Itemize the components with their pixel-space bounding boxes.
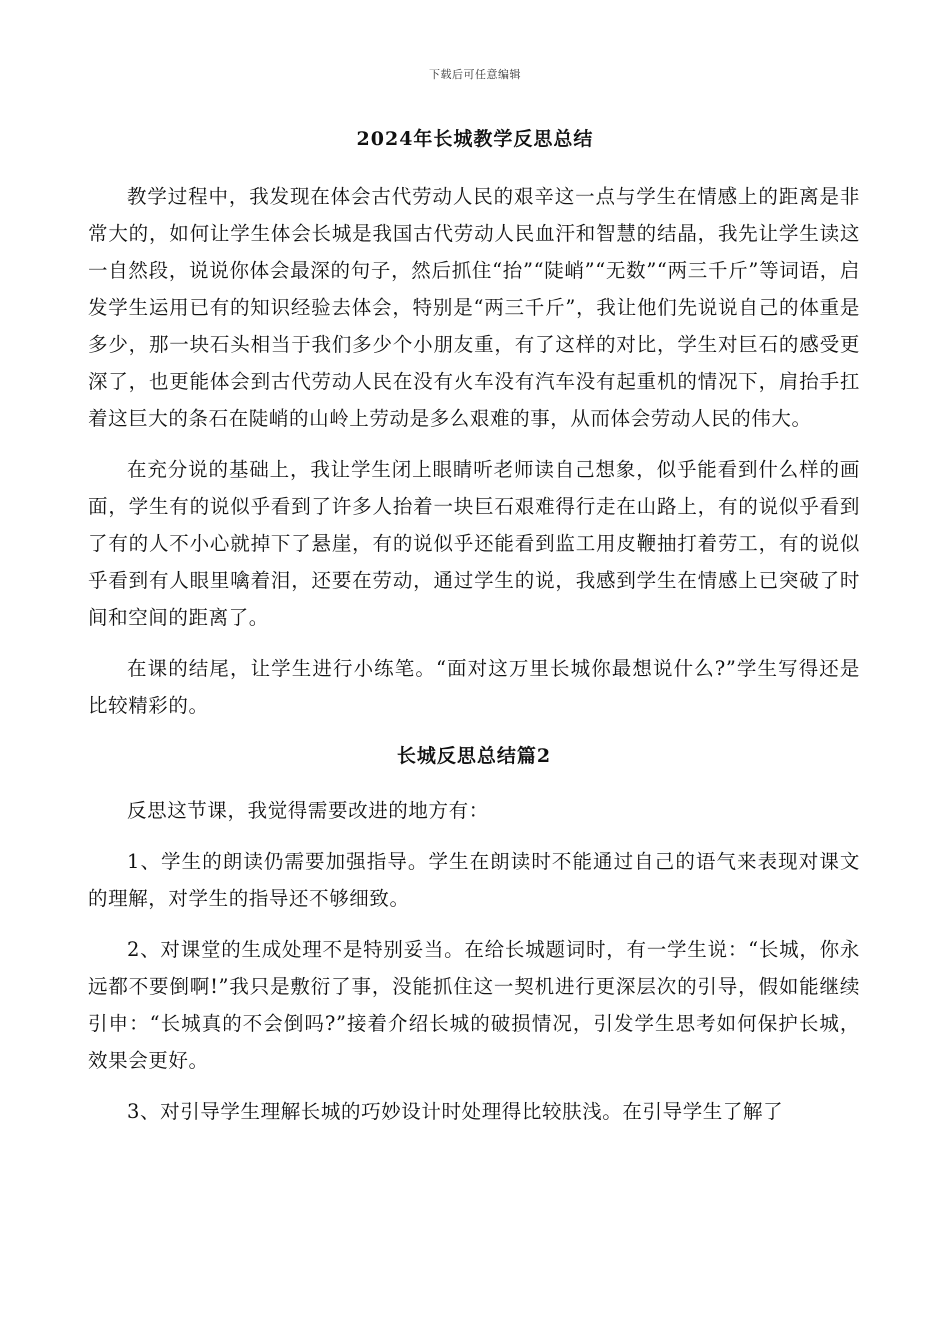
paragraph: 在课的结尾，让学生进行小练笔。“面对这万里长城你最想说什么?”学生写得还是比较精彩的。 (88, 657, 860, 717)
header-note: 下载后可任意编辑 (429, 68, 521, 81)
section-title: 长城反思总结篇2 (396, 745, 552, 767)
paragraph: 3、对引导学生理解长城的巧妙设计时处理得比较肤浅。在引导学生了解了 (127, 1100, 784, 1123)
paragraph: 反思这节课，我觉得需要改进的地方有： (127, 799, 489, 822)
paragraph: 2、对课堂的生成处理不是特别妥当。在给长城题词时，有一学生说：“长城，你永远都不要倒啊!”我只是敷衍了事，没能抓住这一契机进行更深层次的引导，假如能继续引申：“长城真的不会倒吗?”接着介绍长城的破损情况，引发学生思考如何保护长城，效果会更好。 (88, 938, 860, 1072)
paragraph: 教学过程中，我发现在体会古代劳动人民的艰辛这一点与学生在情感上的距离是非常大的，如何让学生体会长城是我国古代劳动人民血汗和智慧的结晶，我先让学生读这一自然段，说说你体会最深的句子，然后抓住“抬”“陡峭”“无数”“两三千斤”等词语，启发学生运用已有的知识经验去体会，特别是“两三千斤”，我让他们先说说自己的体重是多少，那一块石头相当于我们多少个小朋友重，有了这样的对比，学生对巨石的感受更深了，也更能体会到古代劳动人民在没有火车没有汽车没有起重机的情况下，肩抬手扛着这巨大的条石在陡峭的山岭上劳动是多么艰难的事，从而体会劳动人民的伟大。 (88, 185, 860, 430)
paragraph: 1、学生的朗读仍需要加强指导。学生在朗读时不能通过自己的语气来表现对课文的理解，对学生的指导还不够细致。 (88, 850, 860, 910)
document-title: 2024年长城教学反思总结 (356, 128, 594, 150)
paragraph: 在充分说的基础上，我让学生闭上眼睛听老师读自己想象，似乎能看到什么样的画面，学生有的说似乎看到了许多人抬着一块巨石艰难得行走在山路上，有的说似乎看到了有的人不小心就掉下了悬崖，有的说似乎还能看到监工用皮鞭抽打着劳工，有的说似乎看到有人眼里噙着泪，还要在劳动，通过学生的说，我感到学生在情感上已突破了时间和空间的距离了。 (88, 458, 860, 629)
document-body (88, 178, 860, 1144)
